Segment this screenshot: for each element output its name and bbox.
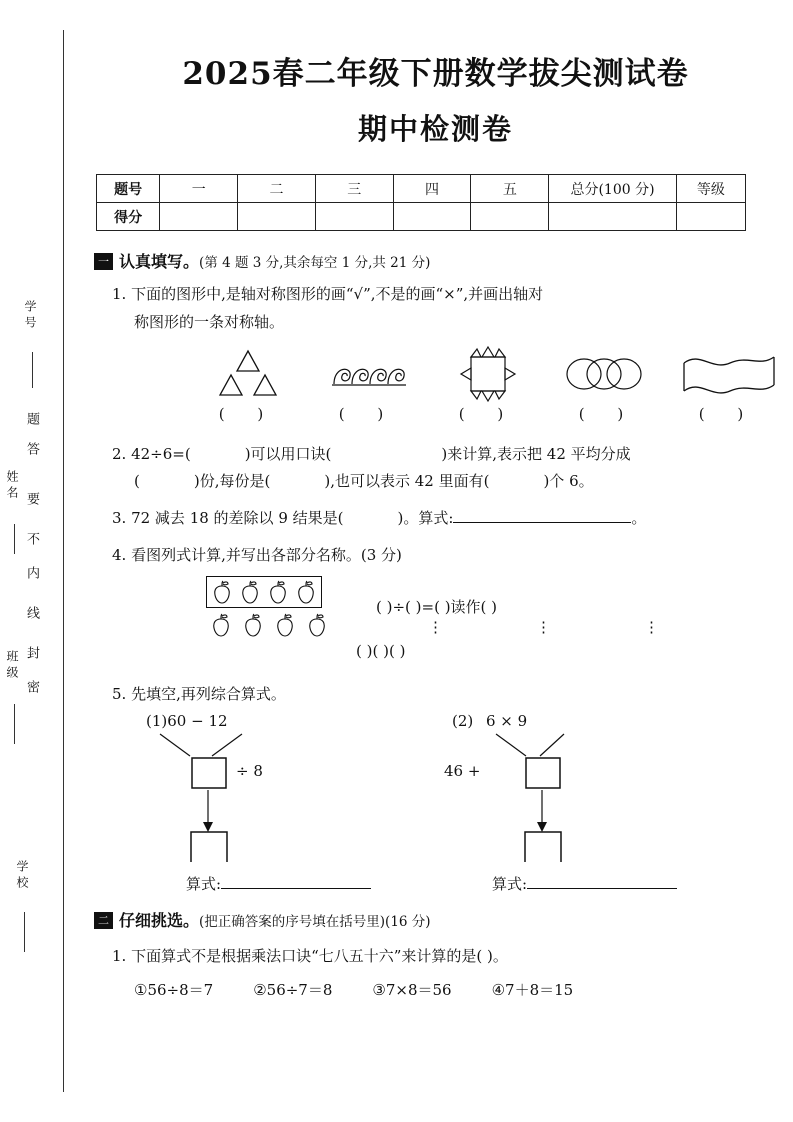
question-2-c: )来计算,表示把 42 平均分成 <box>441 444 631 463</box>
option-2[interactable]: ②56÷7＝8 <box>253 981 333 999</box>
score-col-3: 三 <box>315 175 393 203</box>
apple-icon <box>305 612 329 638</box>
score-col-4: 四 <box>393 175 471 203</box>
option-3[interactable]: ③7×8＝56 <box>372 981 452 999</box>
q3-answer-rule[interactable] <box>453 506 631 523</box>
q5-right-formula <box>492 872 677 894</box>
score-col-1: 一 <box>160 175 238 203</box>
q5-right-formula-rule[interactable] <box>527 872 677 889</box>
apple-row-boxed <box>206 576 329 608</box>
answer-paren-5[interactable]: ( ) <box>698 404 758 423</box>
seal-char-da: 答 <box>24 442 39 461</box>
seal-school: 学校 <box>15 860 29 892</box>
section-heading-1 <box>94 249 793 272</box>
apple-icon <box>241 612 265 638</box>
score-row-label: 题号 <box>97 175 160 203</box>
question-4-dots-1: ⋮ <box>428 617 443 636</box>
question-3-c: 。 <box>631 509 647 527</box>
question-5-figure <box>112 712 793 894</box>
question-1-shapes <box>188 343 793 439</box>
q5-left-label: (1)60 − 12 <box>146 712 228 731</box>
q5-right-top: 6 × 9 <box>486 712 528 731</box>
question-2-e: )份,每份是( <box>193 472 271 491</box>
apple-icon <box>238 579 262 605</box>
question-2-line2 <box>134 468 793 496</box>
option-4[interactable]: ④7＋8＝15 <box>491 981 574 999</box>
question-2-a: 2. 42÷6=( <box>112 444 191 463</box>
question-4-equation[interactable]: ( )÷( )=( )读作( ) <box>376 597 498 616</box>
question-2 <box>112 441 793 497</box>
apple-icon <box>294 579 318 605</box>
seal-char-bu: 不 <box>24 532 39 551</box>
question-4-figure <box>206 576 793 672</box>
answer-paren-1[interactable]: ( ) <box>218 404 278 423</box>
option-1[interactable]: ①56÷8＝7 <box>134 981 214 999</box>
score-cell[interactable] <box>676 203 745 231</box>
q5-left-formula <box>186 872 371 894</box>
question-3 <box>112 505 793 533</box>
question-2-b: )可以用口诀( <box>244 444 332 463</box>
seal-char-nei: 内 <box>24 566 39 585</box>
question-4-dots-3: ⋮ <box>644 617 659 636</box>
score-row-label-2: 得分 <box>97 203 160 231</box>
page-subtitle: 期中检测卷 <box>357 112 513 146</box>
q5-right-label: (2) <box>452 712 474 731</box>
seal-char-ti: 题 <box>24 412 39 431</box>
three-circles-icon <box>548 343 668 405</box>
score-cell[interactable] <box>160 203 238 231</box>
seal-char-feng: 封 <box>24 646 39 665</box>
question-1-line1: 1. 下面的图形中,是轴对称图形的画“√”,不是的画“×”,并画出轴对 <box>112 285 544 303</box>
score-table <box>96 174 746 231</box>
apple-grid <box>206 576 329 638</box>
question-6-options <box>134 979 793 1000</box>
apple-group-box <box>206 576 322 608</box>
question-1-line2: 称图形的一条对称轴。 <box>134 312 285 331</box>
seal-class: 班级 <box>5 650 19 682</box>
seal-vertical-line <box>63 30 64 1092</box>
q5-left-op: ÷ 8 <box>236 762 263 781</box>
seal-char-xian: 线 <box>24 606 39 625</box>
seal-margin <box>0 0 78 1122</box>
section-number-2: 二 <box>94 912 113 929</box>
question-5-title: 5. 先填空,再列综合算式。 <box>112 684 286 703</box>
seal-name: 姓名 <box>5 470 19 502</box>
score-cell[interactable] <box>549 203 677 231</box>
q5-left-formula-label: 算式: <box>186 875 222 894</box>
star-square-icon <box>428 343 548 405</box>
spiral-waves-icon <box>308 343 428 405</box>
page-title: 2025春二年级下册数学拔尖测试卷 <box>182 56 689 92</box>
question-4-title: 4. 看图列式计算,并写出各部分名称。(3 分) <box>112 545 402 564</box>
score-col-5: 五 <box>471 175 549 203</box>
score-cell[interactable] <box>471 203 549 231</box>
seal-name-rule <box>14 524 15 554</box>
section-number-1: 一 <box>94 253 113 270</box>
seal-school-rule <box>24 912 25 952</box>
q5-left-diagram <box>146 732 356 862</box>
seal-char-yao: 要 <box>24 492 39 511</box>
question-2-f: ),也可以表示 42 里面有( <box>324 472 490 491</box>
score-col-total: 总分(100 分) <box>549 175 677 203</box>
score-col-2: 二 <box>238 175 316 203</box>
seal-student-id: 学号 <box>23 300 37 332</box>
score-cell[interactable] <box>238 203 316 231</box>
question-3-a: 3. 72 减去 18 的差除以 9 结果是( <box>112 509 344 527</box>
q5-right-formula-label: 算式: <box>492 875 528 894</box>
question-2-d: ( <box>134 472 140 491</box>
triangle-fractal-icon <box>188 343 308 405</box>
answer-paren-2[interactable]: ( ) <box>338 404 398 423</box>
table-row <box>97 175 746 203</box>
q5-right-diagram <box>452 732 672 862</box>
table-row <box>97 203 746 231</box>
section-sub-2: (把正确答案的序号填在括号里)(16 分) <box>199 914 431 931</box>
question-3-b: )。算式: <box>397 509 454 527</box>
seal-class-rule <box>14 704 15 744</box>
seal-student-id-rule <box>32 352 33 388</box>
question-2-g: )个 6。 <box>543 472 594 491</box>
question-4-names[interactable]: ( )( )( ) <box>356 641 406 660</box>
section-sub-1: (第 4 题 3 分,其余每空 1 分,共 21 分) <box>199 255 431 271</box>
exam-page <box>78 0 793 1122</box>
apple-icon <box>210 579 234 605</box>
section-heading-2 <box>94 908 793 931</box>
q5-left-formula-rule[interactable] <box>221 872 371 889</box>
question-6-title: 1. 下面算式不是根据乘法口诀“七八五十六”来计算的是( )。 <box>112 947 508 966</box>
section-title-1: 认真填写。 <box>119 252 200 271</box>
apple-icon <box>209 612 233 638</box>
apple-row-plain <box>206 612 329 638</box>
score-cell[interactable] <box>393 203 471 231</box>
apple-icon <box>273 612 297 638</box>
answer-paren-3[interactable]: ( ) <box>458 404 518 423</box>
seal-char-mi: 密 <box>24 680 39 699</box>
score-col-grade: 等级 <box>676 175 745 203</box>
apple-icon <box>266 579 290 605</box>
wave-ribbon-icon <box>668 343 788 405</box>
score-table-wrap <box>96 174 781 231</box>
score-cell[interactable] <box>315 203 393 231</box>
q5-right-mid: 46 + <box>444 762 481 781</box>
section-title-2: 仔细挑选。 <box>119 911 200 931</box>
question-4-dots-2: ⋮ <box>536 617 551 636</box>
answer-paren-4[interactable]: ( ) <box>578 404 638 423</box>
question-1 <box>112 281 793 337</box>
